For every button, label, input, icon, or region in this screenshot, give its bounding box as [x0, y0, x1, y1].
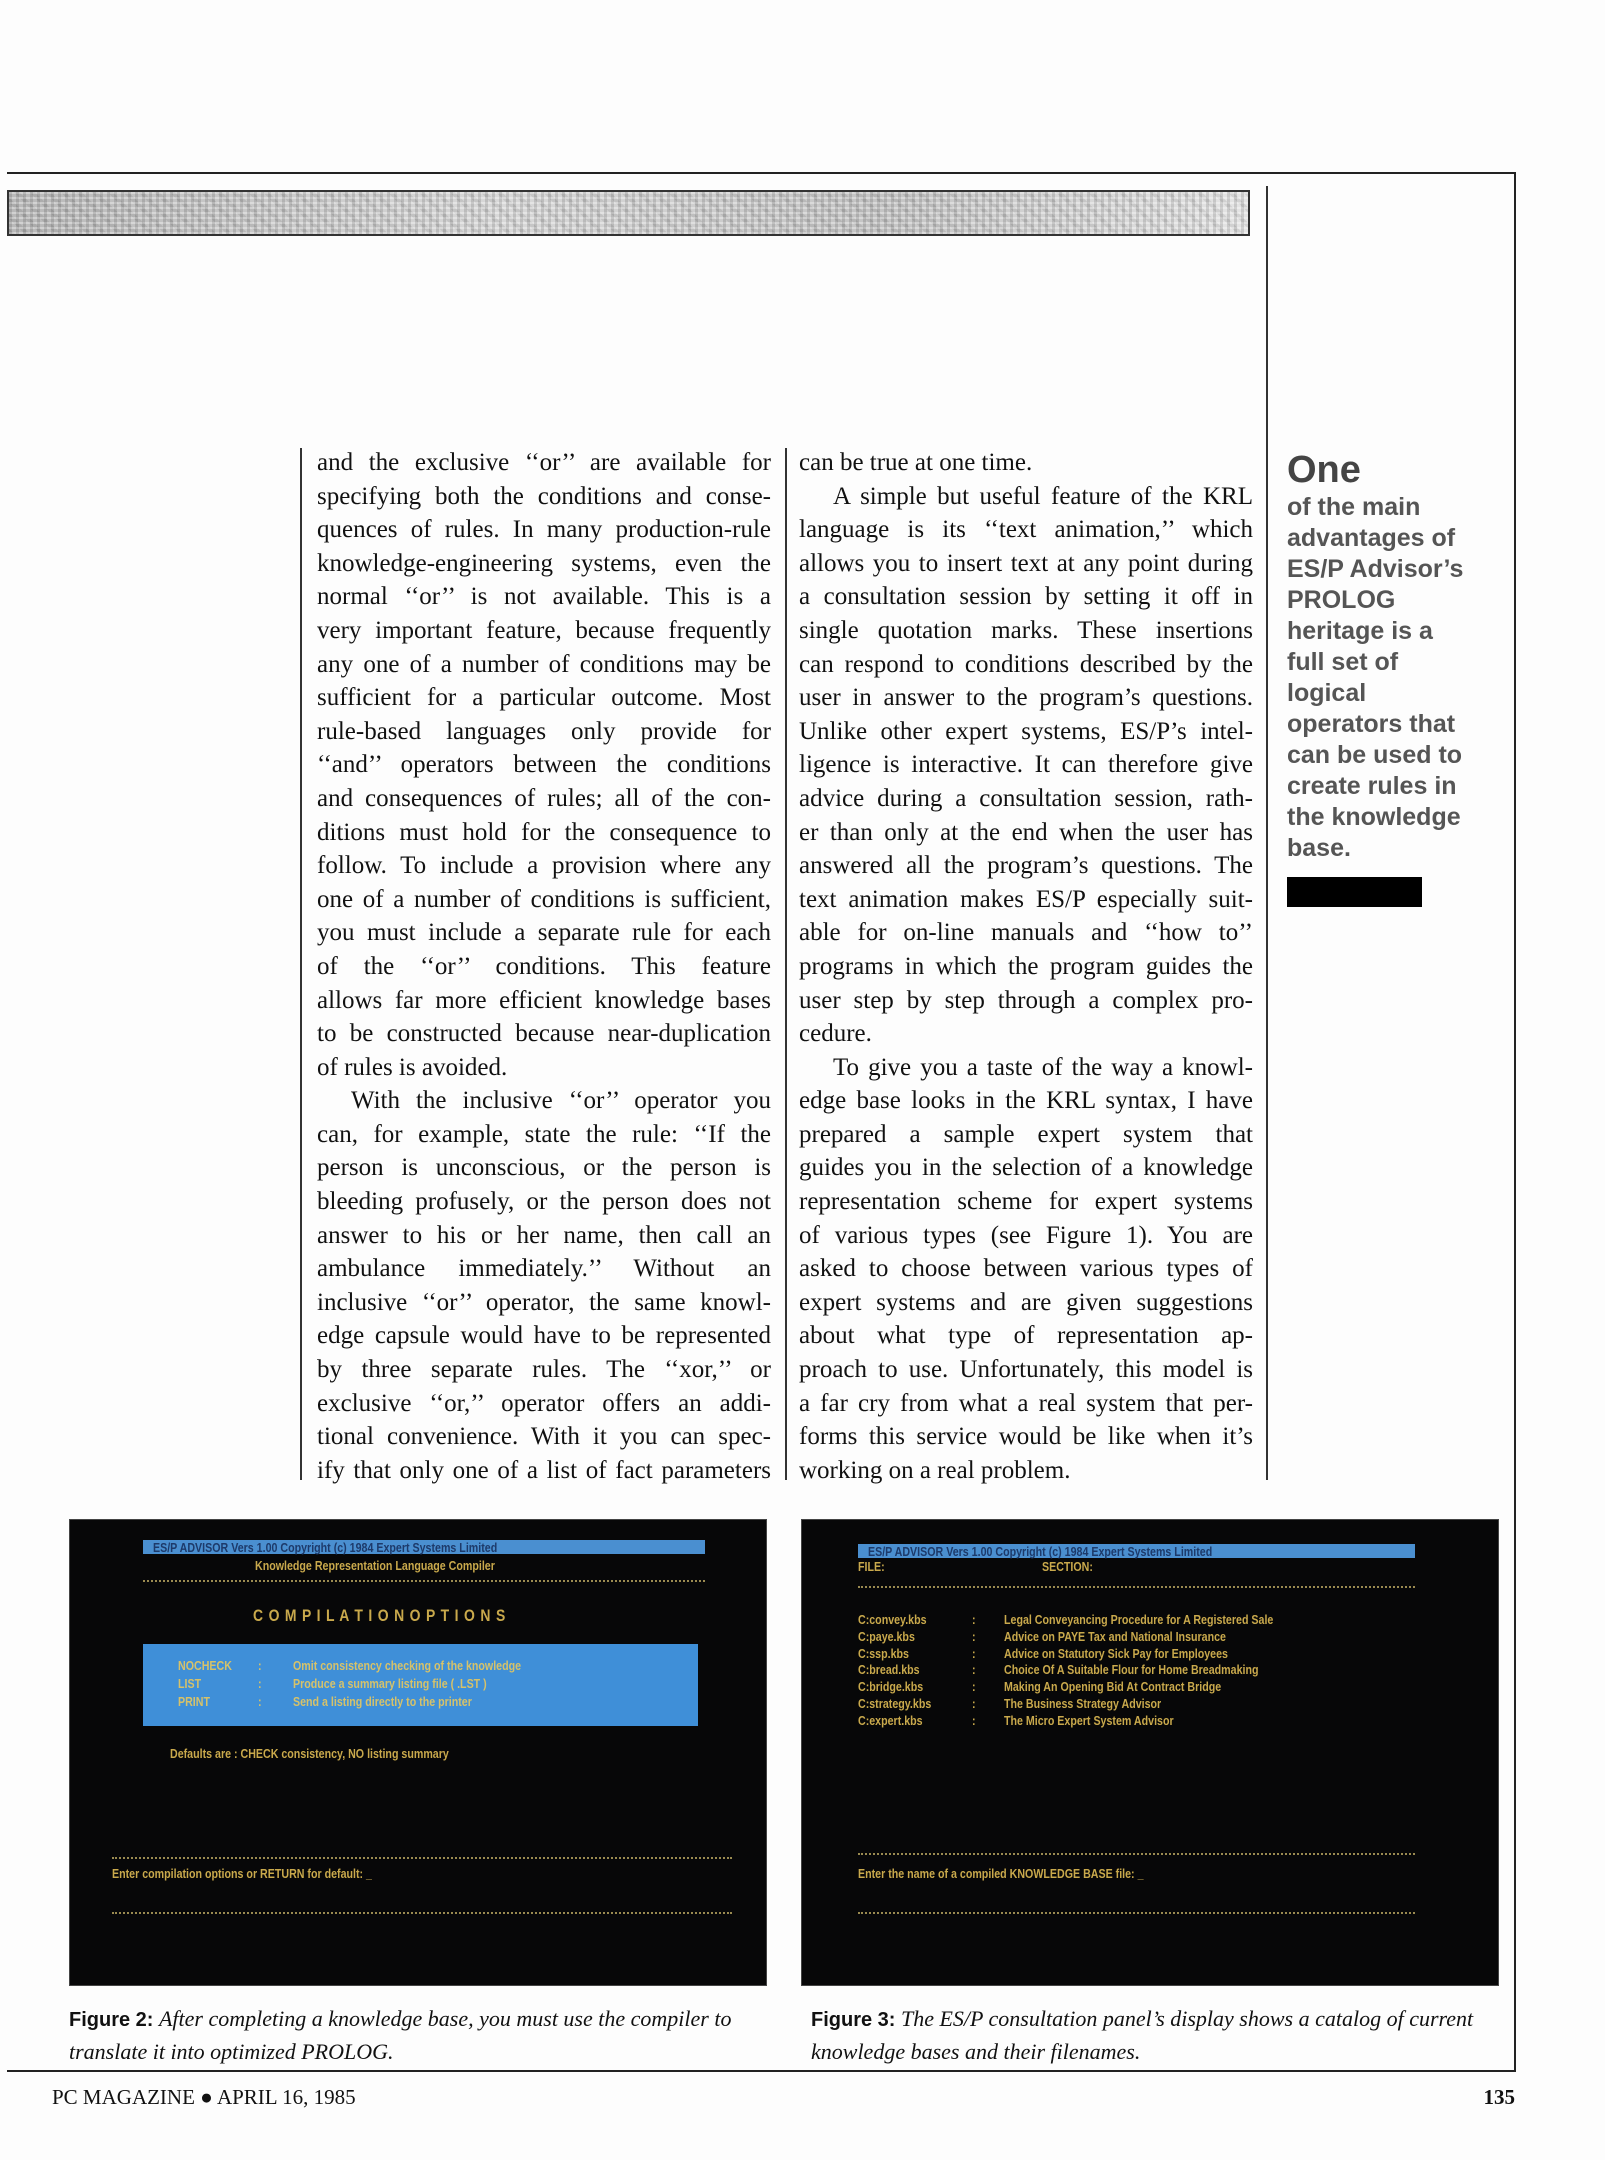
bottom-rule — [7, 2070, 1516, 2072]
text-line: very important feature, because frequently — [317, 616, 771, 644]
pull-quote-line: the knowledge — [1287, 803, 1461, 831]
text-line: can, for example, state the rule: ‘‘If the — [317, 1120, 771, 1148]
title-bar — [858, 1544, 1415, 1558]
text-line: follow. To include a provision where any — [317, 852, 771, 880]
divider — [112, 1912, 732, 1914]
text-line: ambulance immediately.’’ Without an — [317, 1255, 771, 1283]
divider — [143, 1580, 705, 1582]
option-key: LIST — [178, 1676, 202, 1691]
option-sep: : — [258, 1658, 262, 1673]
column-divider — [785, 448, 787, 1480]
text-line: answered all the program’s questions. The — [799, 852, 1253, 880]
text-line: able for on-line manuals and ‘‘how to’’ — [799, 919, 1253, 947]
row-colon: : — [972, 1679, 976, 1695]
article-column-1 — [317, 446, 771, 1487]
pull-quote-line: advantages of — [1287, 524, 1456, 552]
caption-text: The ES/P consultation panel’s display shows a catalog of current knowledge bases and their filenames. — [811, 2006, 1474, 2064]
divider — [858, 1853, 1415, 1855]
text-line: can be true at one time. — [799, 449, 1033, 476]
row-desc: Advice on Statutory Sick Pay for Employees — [1004, 1645, 1228, 1661]
text-line: rule-based languages only provide for — [317, 717, 771, 745]
text-line: allows you to insert text at any point during — [799, 549, 1253, 577]
text-line: expert systems and are given suggestions — [799, 1288, 1253, 1316]
options-heading: C O M P I L A T I O N O P T I O N S — [253, 1606, 507, 1625]
pull-quote-line: operators that — [1287, 710, 1456, 738]
text-line: user step by step through a complex pro- — [799, 986, 1253, 1014]
text-line: sufficient for a particular outcome. Most — [317, 684, 771, 712]
title-bar — [143, 1540, 705, 1554]
top-rule — [7, 172, 1515, 174]
text-line: Unlike other expert systems, ES/P’s intel- — [799, 717, 1253, 745]
text-line: To give you a taste of the way a knowl- — [833, 1053, 1253, 1081]
text-line: quences of rules. In many production-rule — [317, 516, 771, 544]
caption-label: Figure 3: — [811, 2009, 896, 2031]
option-desc: Send a listing directly to the printer — [293, 1694, 472, 1709]
caption-label: Figure 2: — [69, 2009, 154, 2031]
pull-quote-line: can be used to — [1287, 741, 1463, 769]
row-file: C:paye.kbs — [858, 1628, 915, 1644]
option-key: NOCHECK — [178, 1658, 232, 1673]
row-file: C:convey.kbs — [858, 1612, 927, 1627]
text-line: you must include a separate rule for each — [317, 919, 771, 947]
text-line: A simple but useful feature of the KRL — [833, 482, 1253, 510]
defaults-text: Defaults are : CHECK consistency, NO listing summary — [170, 1746, 449, 1761]
text-line: by three separate rules. The ‘‘xor,’’ or — [317, 1356, 771, 1384]
row-file: C:expert.kbs — [858, 1712, 923, 1728]
figure-3-caption — [811, 2003, 1511, 2067]
text-line: ‘‘and’’ operators between the conditions — [317, 751, 771, 779]
column-rule-left — [300, 448, 302, 1480]
text-line: specifying both the conditions and conse- — [317, 482, 771, 510]
pull-quote-line: PROLOG — [1287, 586, 1396, 614]
text-line: of rules is avoided. — [317, 1053, 508, 1081]
text-line: ify that only one of a list of fact parameters — [317, 1456, 771, 1484]
text-line: answer to his or her name, then call an — [317, 1221, 771, 1249]
text-line: forms this service would be like when it’s — [799, 1423, 1253, 1451]
text-line: normal ‘‘or’’ is not available. This is a — [317, 583, 771, 611]
text-line: advice during a consultation session, rath- — [799, 784, 1253, 812]
text-line: proach to use. Unfortunately, this model is — [799, 1356, 1253, 1384]
text-line: guides you in the selection of a knowledge — [799, 1154, 1253, 1182]
text-line: ligence is interactive. It can therefore give — [799, 751, 1253, 779]
text-line: edge base looks in the KRL syntax, I have — [799, 1087, 1253, 1115]
text-line: of various types (see Figure 1). You are — [799, 1221, 1253, 1249]
footer-publication: PC MAGAZINE ● APRIL 16, 1985 — [52, 2085, 356, 2109]
text-line: text animation makes ES/P especially suit- — [799, 885, 1253, 913]
decorative-banner — [7, 190, 1250, 236]
text-line: representation scheme for expert systems — [799, 1188, 1253, 1216]
row-colon: : — [972, 1645, 976, 1661]
divider — [112, 1857, 732, 1859]
text-line: edge capsule would have to be represented — [317, 1322, 771, 1350]
text-line: to be constructed because near-duplication — [317, 1020, 771, 1048]
figure-2-caption — [69, 2003, 769, 2067]
row-colon: : — [972, 1628, 976, 1644]
pull-quote-line: of the main — [1287, 493, 1421, 521]
text-line: of the ‘‘or’’ conditions. This feature — [317, 952, 771, 980]
text-line: er than only at the end when the user has — [799, 818, 1253, 846]
option-sep: : — [258, 1676, 262, 1691]
row-desc: Making An Opening Bid At Contract Bridge — [1004, 1679, 1222, 1695]
row-file: C:bread.kbs — [858, 1662, 920, 1678]
row-colon: : — [972, 1712, 976, 1728]
text-line: allows far more efficient knowledge bases — [317, 986, 771, 1014]
text-line: asked to choose between various types of — [799, 1255, 1253, 1283]
text-line: any one of a number of conditions may be — [317, 650, 771, 678]
row-colon: : — [972, 1612, 976, 1627]
row-file: C:ssp.kbs — [858, 1645, 909, 1661]
option-sep: : — [258, 1694, 262, 1709]
row-desc: Legal Conveyancing Procedure for A Registered Sale — [1004, 1612, 1274, 1627]
pull-quote-line: base. — [1287, 834, 1351, 862]
page-number: 135 — [1483, 2085, 1515, 2109]
figure-3-screenshot — [801, 1519, 1499, 1986]
pull-quote-line: ES/P Advisor’s — [1287, 555, 1464, 583]
options-panel — [143, 1644, 698, 1726]
text-line: cedure. — [799, 1020, 872, 1048]
option-key: PRINT — [178, 1694, 210, 1709]
option-desc: Produce a summary listing file ( .LST ) — [293, 1676, 487, 1691]
row-desc: Choice Of A Suitable Flour for Home Breadmaking — [1004, 1662, 1259, 1678]
text-line: prepared a sample expert system that — [799, 1120, 1253, 1148]
row-file: C:bridge.kbs — [858, 1679, 924, 1695]
command-prompt[interactable]: Enter compilation options or RETURN for default: _ — [112, 1866, 372, 1881]
text-line: inclusive ‘‘or’’ operator, the same knowl- — [317, 1288, 771, 1316]
text-line: tional convenience. With it you can spec- — [317, 1423, 771, 1451]
pull-quote — [1287, 448, 1507, 864]
text-line: user in answer to the program’s questions. — [799, 684, 1253, 712]
pull-quote-line: create rules in — [1287, 772, 1457, 800]
text-line: working on a real problem. — [799, 1456, 1071, 1484]
title-bar-text: ES/P ADVISOR Vers 1.00 Copyright (c) 1984 Expert Systems Limited — [868, 1544, 1213, 1559]
text-line: language is its ‘‘text animation,’’ which — [799, 516, 1253, 544]
text-line: a far cry from what a real system that per- — [799, 1389, 1253, 1417]
section-column-header: SECTION: — [1042, 1559, 1093, 1574]
pull-quote-lead: One — [1287, 449, 1361, 491]
text-line: and consequences of rules; all of the con- — [317, 784, 771, 812]
row-colon: : — [972, 1696, 976, 1711]
right-rule — [1514, 172, 1516, 2072]
option-desc: Omit consistency checking of the knowledge — [293, 1658, 522, 1673]
text-line: a consultation session by setting it off in — [799, 583, 1253, 611]
pull-quote-line: logical — [1287, 679, 1367, 707]
text-line: single quotation marks. These insertions — [799, 616, 1253, 644]
text-line: programs in which the program guides the — [799, 952, 1253, 980]
row-desc: The Micro Expert System Advisor — [1004, 1712, 1174, 1728]
text-line: With the inclusive ‘‘or’’ operator you — [351, 1087, 771, 1115]
compiler-subtitle: Knowledge Representation Language Compiler — [255, 1558, 495, 1573]
divider — [858, 1912, 1415, 1914]
row-file: C:strategy.kbs — [858, 1696, 932, 1711]
text-line: exclusive ‘‘or,’’ operator offers an addi- — [317, 1389, 771, 1417]
text-line: knowledge-engineering systems, even the — [317, 549, 771, 577]
text-line: can respond to conditions described by the — [799, 650, 1253, 678]
pull-quote-line: heritage is a — [1287, 617, 1433, 645]
article-column-2 — [799, 446, 1253, 1487]
sidebar-divider — [1266, 186, 1268, 1480]
pull-quote-end-bar — [1287, 877, 1422, 907]
row-colon: : — [972, 1662, 976, 1678]
text-line: person is unconscious, or the person is — [317, 1154, 771, 1182]
command-prompt[interactable]: Enter the name of a compiled KNOWLEDGE BASE file: _ — [858, 1866, 1144, 1881]
text-line: and the exclusive ‘‘or’’ are available for — [317, 449, 771, 476]
text-line: about what type of representation ap- — [799, 1322, 1253, 1350]
row-desc: The Business Strategy Advisor — [1004, 1696, 1162, 1711]
text-line: ditions must hold for the consequence to — [317, 818, 771, 846]
text-line: one of a number of conditions is sufficient, — [317, 885, 771, 913]
figure-2-screenshot — [69, 1519, 767, 1986]
text-line: bleeding profusely, or the person does not — [317, 1188, 771, 1216]
row-desc: Advice on PAYE Tax and National Insurance — [1004, 1628, 1226, 1644]
title-bar-text: ES/P ADVISOR Vers 1.00 Copyright (c) 1984 Expert Systems Limited — [153, 1540, 498, 1555]
pull-quote-line: full set of — [1287, 648, 1399, 676]
divider — [858, 1586, 1415, 1588]
file-column-header: FILE: — [858, 1559, 885, 1574]
caption-text: After completing a knowledge base, you must use the compiler to translate it into optimized PROLOG. — [69, 2006, 732, 2064]
